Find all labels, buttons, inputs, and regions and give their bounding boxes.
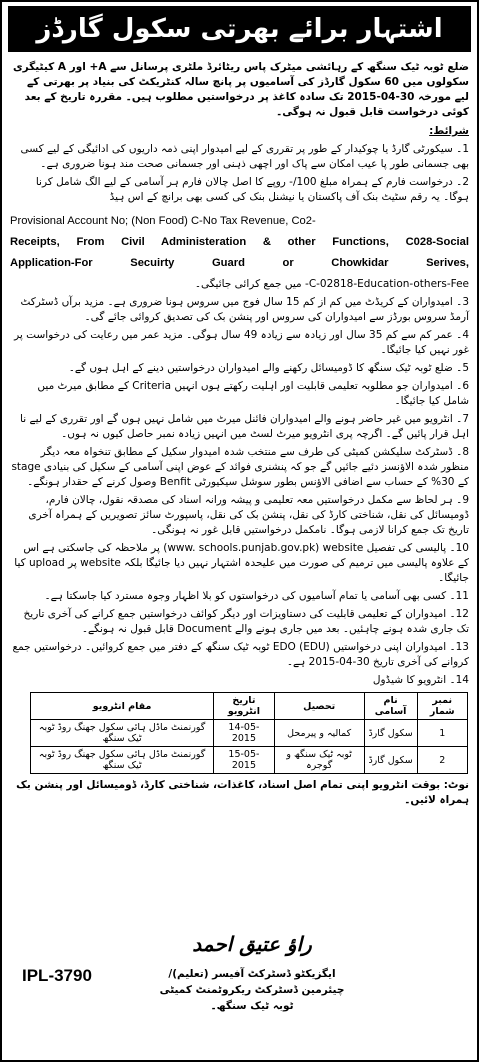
- condition-item: 12۔ امیدواران کے تعلیمی قابلیت کی دستاویزات اور دیگر کوائف درخواستیں جمع کرانے کی آخری تاریخ تک جاری شدہ ہونے چاہئیں۔ بعد میں جاری ہونے والے Document قابل قبول نہ ہونگے۔: [23, 608, 469, 635]
- table-cell: کمالیہ و پیرمحل: [274, 720, 364, 747]
- note-line: نوٹ: بوقت انٹرویو اپنی تمام اصل اسناد، کاغذات، شناختی کارڈ، ڈومیسائل اور پنشن بک ہمراہ لائیں۔: [16, 779, 469, 806]
- condition-item: 3۔ امیدواران کے کریڈٹ میں کم از کم 15 سال فوج میں سروس ہونا ضروری ہے۔ مزید برآں ڈسٹرکٹ آرمڈ سروس بورڈز سے امیدواران کی سروس اور پنشن بک کی تصدیق کروائی جائے گی۔: [20, 296, 469, 323]
- account-line: Receipts, From Civil Administeration & other Functions, C028-Social: [10, 236, 469, 248]
- ad-code: IPL-3790: [22, 966, 92, 985]
- signatory-name: راؤ عتیق احمد: [192, 932, 312, 956]
- column-header: نام آسامی: [364, 693, 417, 720]
- table-cell: گورنمنٹ ماڈل ہائی سکول جھنگ روڈ ٹوبہ ٹیک سنگھ: [31, 720, 214, 747]
- table-cell: ٹوبہ ٹیک سنگھ و گوجرہ: [274, 747, 364, 774]
- title-banner: اشتہار برائے بھرتی سکول گارڈز: [8, 6, 471, 52]
- designation-line: ٹوبہ ٹیک سنگھ۔: [210, 1000, 294, 1012]
- table-cell: 1: [417, 720, 467, 747]
- table-cell: 14-05-2015: [214, 720, 274, 747]
- interview-schedule-table: [30, 692, 468, 774]
- table-cell: 15-05-2015: [214, 747, 274, 774]
- condition-item: 6۔ امیدواران جو مطلوبہ تعلیمی قابلیت اور اہلیت رکھتے ہوں انہیں Criteria کے مطابق میرٹ میں شامل کیا جائیگا۔: [37, 380, 469, 407]
- column-header: تاریخ انٹرویو: [214, 693, 274, 720]
- condition-item: 11۔ کسی بھی آسامی یا تمام آسامیوں کی درخواستوں کو بلا اظہار وجوہ مسترد کیا جاسکتا ہے۔: [44, 590, 469, 602]
- table-row: [31, 747, 468, 774]
- designation-line: ایگزیکٹو ڈسٹرکٹ آفیسر (تعلیم)/: [168, 968, 336, 980]
- condition-item: 13۔ امیدواران اپنی درخواستیں (EDO (EDU ٹوبہ ٹیک سنگھ کے دفتر میں جمع کروائیں۔ درخواستیں جمع کروانے کی آخری تاریخ 30-04-2015 ہے۔: [12, 641, 469, 668]
- condition-item: 2۔ درخواست فارم کے ہمراہ مبلغ 100/- روپے کا اصل چالان فارم ہر آسامی کے لیے الگ شامل کرنا ہوگا۔ یہ رقم سٹیٹ بنک آف پاکستان یا نیشنل بنک کی کسی بھی برانچ کے اس ہیڈ: [35, 176, 469, 203]
- table-cell: گورنمنٹ ماڈل ہائی سکول جھنگ روڈ ٹوبہ ٹیک سنگھ: [31, 747, 214, 774]
- condition-item: 14۔ انٹرویو کا شیڈول: [372, 674, 469, 686]
- intro-paragraph: ضلع ٹوبہ ٹیک سنگھ کے رہائشی میٹرک پاس ریٹائرڈ ملٹری پرسانل سے A+ اور A کیٹیگری سکولوں میں 60 سکول گارڈز کی آسامیوں پر پانچ سالہ کنٹریکٹ کی بنیاد پر بھرتی کے لیے مورخہ 30-04-2015 تک سادہ کاغذ پر درخواستیں مطلوب ہیں۔ مقررہ تاریخ کے بعد کوئی درخواست قابل قبول نہ ہوگی۔: [13, 61, 469, 118]
- condition-item: 10۔ پالیسی کی تفصیل www. schools.punjab.gov.pk) website) پر ملاحظہ کی جاسکتی ہے اس کے علاوہ پالیسی میں ترمیم کی صورت میں علیحدہ اشتہار نہیں دیا جائیگا بلکہ website پر upload کیا جائیگا۔: [14, 542, 469, 584]
- condition-item: 7۔ انٹرویو میں غیر حاضر ہونے والے امیدواران فائنل میرٹ میں شامل نہیں ہوں گے اور تقرری کے لیے نا اہل قرار پائیں گے۔ اگرچہ پری انٹرویو میرٹ لسٹ میں انہیں زیادہ نمبر حاصل کیوں نہ ہوں۔: [20, 413, 469, 440]
- column-header: نمبر شمار: [417, 693, 467, 720]
- table-cell: سکول گارڈ: [364, 747, 417, 774]
- condition-item: 4۔ عمر کم سے کم 35 سال اور زیادہ سے زیادہ 49 سال ہوگی۔ مزید عمر میں رعایت کی درخواست پر غور نہیں کیا جائیگا۔: [14, 329, 469, 356]
- signatory-designation: [152, 966, 352, 1014]
- table-row: [31, 720, 468, 747]
- condition-item: 5۔ ضلع ٹوبہ ٹیک سنگھ کا ڈومیسائل رکھنے والے امیدواران درخواستیں دینے کے اہل ہوں گے۔: [68, 362, 469, 374]
- condition-item: 1۔ سیکورٹی گارڈ یا چوکیدار کے طور پر تقرری کے لیے امیدوار اپنی ذمہ داریوں کی ادائیگی کے لیے کسی بھی جسمانی طور پا عیب امکان سے پاک اور اچھی ذہنی اور جسمانی صحت مند ہونا ضروری ہے۔: [20, 143, 469, 170]
- designation-line: چیئرمین ڈسٹرکٹ ریکروٹمنٹ کمیٹی: [159, 984, 345, 996]
- account-line: Application-For Secuirty Guard or Chowkidar Serives,: [10, 257, 469, 269]
- account-line: C-02818-Education-others-Fee- میں جمع کرائی جائیگی۔: [194, 278, 469, 290]
- conditions-heading: شرائط:: [429, 125, 469, 137]
- condition-item: 9۔ ہر لحاظ سے مکمل درخواستیں معہ تعلیمی و پیشہ ورانہ اسناد کی مصدقہ نقول، چالان فارم، ڈومیسائل کی نقل، شناختی کارڈ کی نقل، پنشن بک کی نقل، پاسپورٹ سائز تصویریں کے ہمراہ آخری تاریخ تک جمع کرانا لازمی ہوگا۔ نامکمل درخواستیں قابل غور نہ ہونگی۔: [28, 494, 469, 536]
- column-header: مقام انٹرویو: [31, 693, 214, 720]
- table-header-row: [31, 693, 468, 720]
- advertisement-body: [10, 58, 469, 808]
- condition-item: 8۔ ڈسٹرکٹ سلیکشن کمیٹی کی طرف سے منتخب شدہ امیدوار سکیل کے مطابق تنخواہ معہ دیگر منظور شدہ الاؤنسز دئیے جائیں گے جو کہ پنشنری فوائد کے عوض اپنی آسامی کے سکیل کی بنیادی stage کے 30% کے حساب سے اضافی الاؤنس بطور سوشل سیکیورٹی Benfit وصول کرنے کے حقدار ہونگے۔: [11, 446, 469, 488]
- account-line: Provisional Account No; (Non Food) C-No Tax Revenue, Co2-: [10, 215, 316, 227]
- table-cell: 2: [417, 747, 467, 774]
- table-cell: سکول گارڈ: [364, 720, 417, 747]
- column-header: تحصیل: [274, 693, 364, 720]
